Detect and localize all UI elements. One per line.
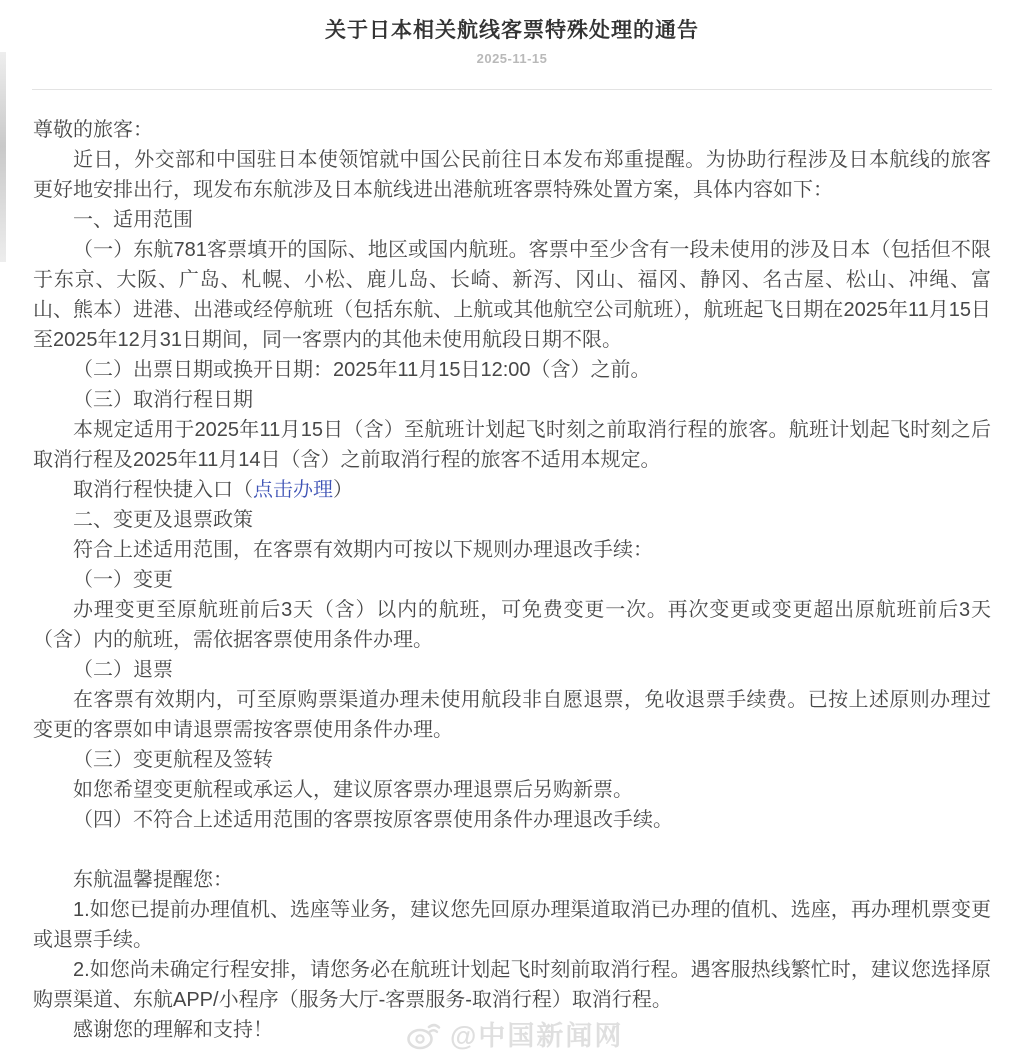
page-edge-artifact: [0, 52, 6, 262]
text-run: （四）不符合上述适用范围的客票按原客票使用条件办理退改手续。: [73, 809, 673, 831]
paragraph-policy-intro: [33, 535, 991, 565]
text-run: 尊敬的旅客：: [33, 119, 153, 141]
page-title: 关于日本相关航线客票特殊处理的通告: [325, 19, 699, 42]
paragraph-section-2-heading: [33, 505, 991, 535]
text-run: 1.如您已提前办理值机、选座等业务，建议您先回原办理渠道取消已办理的值机、选座，再办理机票变更或退票手续。: [33, 899, 991, 951]
notice-body: [33, 90, 991, 1045]
paragraph-reminder-2: [33, 955, 991, 1015]
paragraph-section-1-heading: [33, 205, 991, 235]
watermark-text: @中国新闻网: [450, 1021, 624, 1051]
text-run: （三）变更航程及签转: [73, 749, 273, 771]
paragraph-cancel-entry: [33, 475, 991, 505]
text-run: （二）出票日期或换开日期：2025年11月15日12:00（含）之前。: [73, 359, 651, 381]
paragraph-section-1-item-3: [33, 385, 991, 415]
text-run: 东航温馨提醒您：: [73, 869, 233, 891]
paragraph-reminder-1: [33, 895, 991, 955]
news-watermark: [406, 1014, 623, 1053]
publish-date: 2025-11-15: [476, 51, 548, 66]
paragraph-section-2-item-4: [33, 805, 991, 835]
paragraph-cancel-scope: [33, 415, 991, 475]
paragraph-reminder-heading: [33, 865, 991, 895]
text-run: 办理变更至原航班前后3天（含）以内的航班，可免费变更一次。再次变更或变更超出原航班前后3天（含）内的航班，需依据客票使用条件办理。: [33, 599, 991, 651]
text-run: （二）退票: [73, 659, 173, 681]
text-run: （一）东航781客票填开的国际、地区或国内航班。客票中至少含有一段未使用的涉及日本（包括但不限于东京、大阪、广岛、札幌、小松、鹿儿岛、长崎、新泻、冈山、福冈、静冈、名古屋、松山、冲绳、富山、熊本）进港、出港或经停航班（包括东航、上航或其他航空公司航班），航班起飞日期在2025年11月15日至2025年12月31日期间，同一客票内的其他未使用航段日期不限。: [33, 239, 991, 351]
paragraph-reroute-rule: [33, 775, 991, 805]
text-run: 如您希望变更航程或承运人，建议原客票办理退票后另购新票。: [73, 779, 633, 801]
text-run: 符合上述适用范围，在客票有效期内可按以下规则办理退改手续：: [73, 539, 653, 561]
text-run: 一、适用范围: [73, 209, 193, 231]
text-run: 本规定适用于2025年11月15日（含）至航班计划起飞时刻之前取消行程的旅客。航班计划起飞时刻之后取消行程及2025年11月14日（含）之前取消行程的旅客不适用本规定。: [33, 419, 991, 471]
text-run: （一）变更: [73, 569, 173, 591]
paragraph-section-2-item-2: [33, 655, 991, 685]
text-run: 2.如您尚未确定行程安排，请您务必在航班计划起飞时刻前取消行程。遇客服热线繁忙时，建议您选择原购票渠道、东航APP/小程序（服务大厅-客票服务-取消行程）取消行程。: [33, 959, 991, 1011]
paragraph-section-2-item-1: [33, 565, 991, 595]
blank-line: [33, 835, 991, 865]
paragraph-section-1-item-1: [33, 235, 991, 355]
text-run: 近日，外交部和中国驻日本使领馆就中国公民前往日本发布郑重提醒。为协助行程涉及日本航线的旅客更好地安排出行，现发布东航涉及日本航线进出港航班客票特殊处置方案，具体内容如下：: [33, 149, 991, 201]
text-run: （三）取消行程日期: [73, 389, 253, 411]
text-run: 取消行程快捷入口（: [73, 479, 253, 501]
paragraph-salutation: [33, 115, 991, 145]
paragraph-section-1-item-2: [33, 355, 991, 385]
text-run: 二、变更及退票政策: [73, 509, 253, 531]
cancel-itinerary-link[interactable]: 点击办理: [253, 479, 333, 501]
notice-header: [0, 0, 1024, 66]
text-run: ）: [333, 479, 353, 501]
paragraph-section-2-item-3: [33, 745, 991, 775]
weibo-icon: [406, 1018, 442, 1050]
paragraph-change-rule: [33, 595, 991, 655]
paragraph-refund-rule: [33, 685, 991, 745]
text-run: 在客票有效期内，可至原购票渠道办理未使用航段非自愿退票，免收退票手续费。已按上述原则办理过变更的客票如申请退票需按客票使用条件办理。: [33, 689, 991, 741]
text-run: 感谢您的理解和支持！: [73, 1019, 273, 1041]
paragraph-intro: [33, 145, 991, 205]
